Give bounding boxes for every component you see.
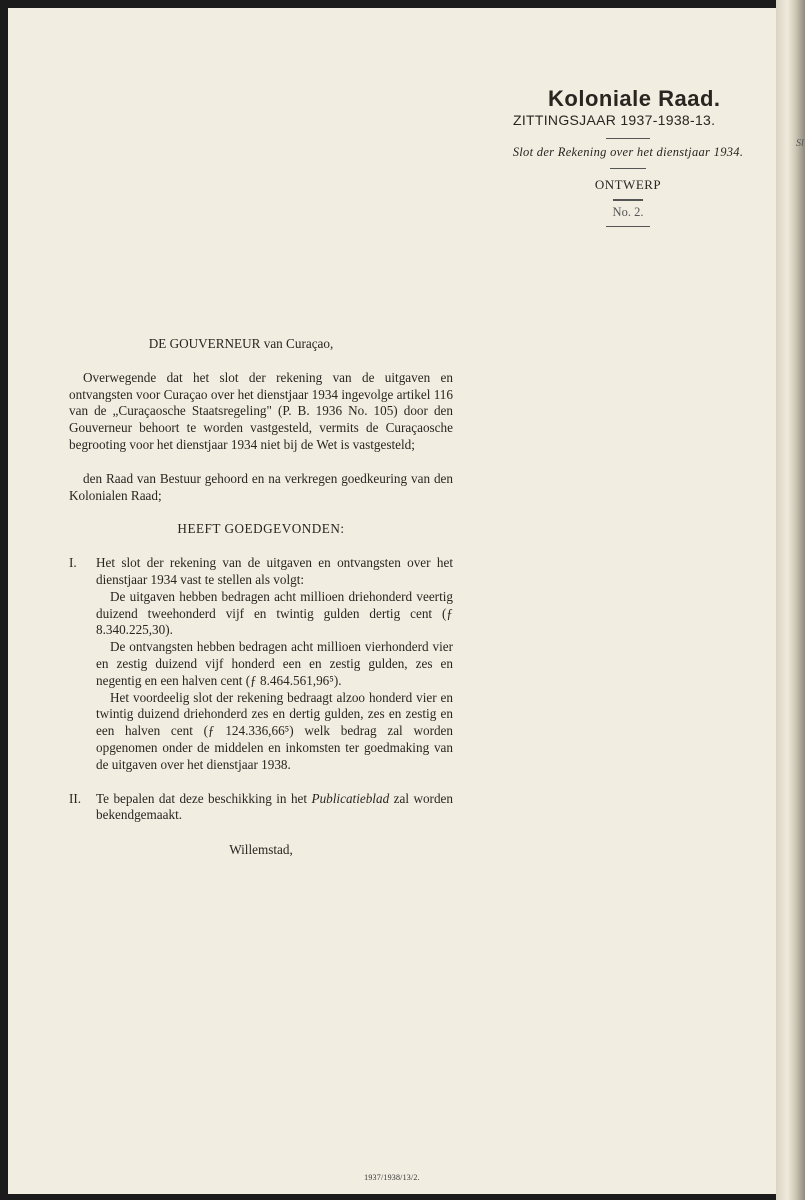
article-2-text [96, 791, 453, 825]
article-2-text-start: Te bepalen dat deze beschikking in het [96, 790, 312, 806]
divider [610, 168, 646, 169]
article-2-text-end: zal worden bekendgemaakt. [96, 790, 453, 823]
decree-body [69, 336, 453, 859]
document-page [8, 8, 776, 1194]
publication-name: Publicatieblad [311, 790, 390, 806]
article-1 [69, 555, 453, 773]
divider [606, 138, 650, 139]
considering-paragraph: Overwegende dat het slot der rekening van de uitgaven en ontvangsten voor Curaçao over het dienstjaar 1934 ingevolge artikel 116 van de „Curaçaosche Staatsregeling" (P. B. 1936 No. 105) door den Gouverneur behoort te worden vastgesteld, vermits de Curaçaosche begrooting voor het dienstjaar 1934 niet bij de Wet is vastgesteld; [69, 369, 453, 452]
place-line: Willemstad, [229, 842, 293, 858]
session-year: ZITTINGSJAAR 1937-1938-13. [513, 112, 716, 128]
article-2-number: II. [69, 790, 82, 806]
divider [606, 226, 650, 227]
article-1-expenses: De uitgaven hebben bedragen acht millioen driehonderd veertig duizend tweehonderd vijf en twintig gulden dertig cent (ƒ 8.340.225,30). [96, 588, 453, 638]
council-title: Koloniale Raad. [548, 86, 721, 111]
divider [613, 199, 643, 201]
draft-label: ONTWERP [594, 177, 662, 192]
article-1-intro: Het slot der rekening van de uitgaven en ontvangsten over het dienstjaar 1934 vast te stellen als volgt: [96, 555, 453, 587]
document-subtitle: Slot der Rekening over het dienstjaar 1934. [512, 145, 744, 159]
article-2 [69, 791, 453, 825]
document-header [488, 86, 768, 227]
spine-text: Sl [796, 138, 804, 149]
book-spine [776, 0, 805, 1200]
archive-stamp: 1937/1938/13/2. [364, 1173, 420, 1182]
decree-heading: HEEFT GOEDGEVONDEN: [177, 521, 345, 537]
governor-heading: DE GOUVERNEUR van Curaçao, [148, 336, 334, 351]
article-1-number: I. [69, 555, 77, 571]
document-number: No. 2. [612, 205, 644, 219]
council-paragraph: den Raad van Bestuur gehoord en na verkregen goedkeuring van den Kolonialen Raad; [69, 470, 453, 503]
article-1-surplus: Het voordeelig slot der rekening bedraagt alzoo honderd vier en twintig duizend driehonderd zes en dertig gulden, zes en zestig en een halven cent (ƒ 124.336,66⁵) welk bedrag zal worden opgenomen onder de middelen en inkomsten ter goedmaking van de uitgaven over het dienstjaar 1938. [96, 689, 453, 772]
article-1-revenues: De ontvangsten hebben bedragen acht millioen vierhonderd vier en zestig duizend vijf honderd een en zestig gulden, zes en negentig en een halven cent (ƒ 8.464.561,96⁵). [96, 639, 453, 688]
